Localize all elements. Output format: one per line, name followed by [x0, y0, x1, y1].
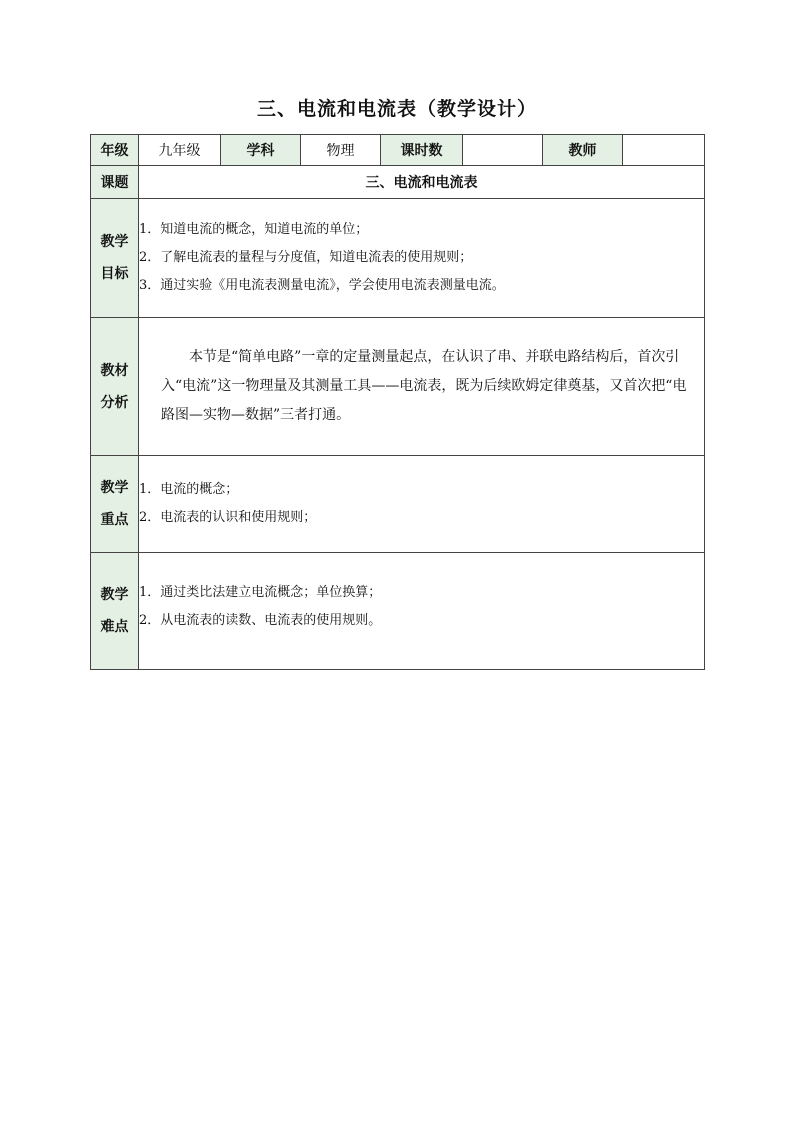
topic-row	[91, 166, 705, 199]
hours-value	[463, 135, 543, 166]
document-title: 三、电流和电流表（教学设计）	[256, 98, 537, 120]
difficulties-label-line2: 难点	[100, 619, 129, 635]
objective-item: 3．通过实验《用电流表测量电流》，学会使用电流表测量电流。	[139, 278, 505, 293]
header-row	[91, 135, 705, 166]
analysis-row	[91, 318, 705, 456]
analysis-label-line2: 分析	[100, 394, 129, 411]
difficulties-row	[91, 553, 705, 670]
key-points-label-line2: 重点	[100, 512, 129, 528]
analysis-label-line1: 教材	[100, 362, 129, 379]
analysis-content	[139, 318, 705, 456]
objective-item: 2．了解电流表的量程与分度值，知道电流表的使用规则；	[139, 250, 473, 265]
objectives-label-line2: 目标	[100, 266, 129, 282]
hours-label: 课时数	[381, 135, 463, 166]
key-points-row	[91, 456, 705, 553]
objectives-label-line1: 教学	[100, 234, 129, 250]
key-points-label-line1: 教学	[100, 480, 129, 496]
analysis-text: 本节是“简单电路”一章的定量测量起点，在认识了串、并联电路结构后，首次引入“电流”这一物理量及其测量工具——电流表，既为后续欧姆定律奠基，又首次把“电路图—实物—数据”三者打通。	[161, 349, 687, 423]
difficulty-item: 1．通过类比法建立电流概念；单位换算；	[139, 585, 382, 600]
topic-value: 三、电流和电流表	[139, 166, 705, 199]
teacher-value	[623, 135, 705, 166]
difficulty-item: 2．从电流表的读数、电流表的使用规则。	[139, 613, 382, 628]
objectives-content	[139, 199, 705, 318]
key-point-item: 1．电流的概念；	[139, 482, 239, 497]
topic-label: 课题	[91, 166, 139, 199]
subject-value: 物理	[301, 135, 381, 166]
difficulties-content	[139, 553, 705, 670]
key-point-item: 2．电流表的认识和使用规则；	[139, 510, 317, 525]
analysis-label	[91, 318, 139, 456]
key-points-label	[91, 456, 139, 553]
grade-label: 年级	[91, 135, 139, 166]
objectives-row	[91, 199, 705, 318]
teacher-label: 教师	[543, 135, 623, 166]
difficulties-label	[91, 553, 139, 670]
objectives-label	[91, 199, 139, 318]
lesson-plan-table	[90, 134, 705, 670]
subject-label: 学科	[221, 135, 301, 166]
key-points-content	[139, 456, 705, 553]
grade-value: 九年级	[139, 135, 221, 166]
objective-item: 1．知道电流的概念，知道电流的单位；	[139, 222, 369, 237]
difficulties-label-line1: 教学	[100, 587, 129, 603]
